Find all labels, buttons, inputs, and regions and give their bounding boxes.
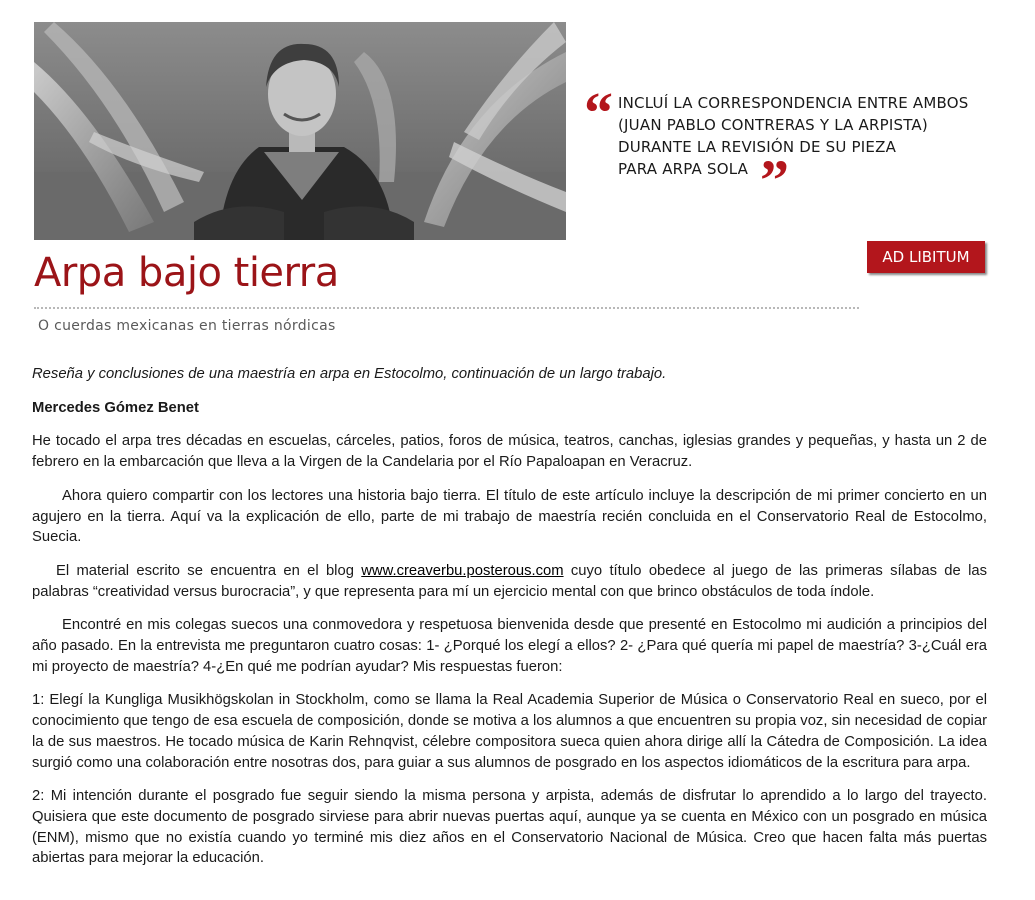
article-lead: Reseña y conclusiones de una maestría en arpa en Estocolmo, continuación de un largo trabajo. xyxy=(32,366,667,382)
blog-link[interactable]: www.creaverbu.posterous.com xyxy=(361,562,564,579)
article-author: Mercedes Gómez Benet xyxy=(32,399,199,416)
title-divider xyxy=(34,307,859,309)
pull-quote-line: (JUAN PABLO CONTRERAS Y LA ARPISTA) xyxy=(618,116,928,134)
article-subtitle: O cuerdas mexicanas en tierras nórdicas xyxy=(38,318,336,334)
article-paragraph: Encontré en mis colegas suecos una conmovedora y respetuosa bienvenida desde que presenté en Estocolmo mi audición a principios del año pasado. En la entrevista me preguntaron cuatro cosas: 1- ¿Porqué los elegí a ellos? 2- ¿Para qué quería mi papel de maestría? 3-¿Cuál era mi proyecto de maestría? 4-¿En qué me podrían ayudar? Mis respuestas fueron: xyxy=(32,617,987,675)
open-quote-icon: “ xyxy=(584,80,607,145)
article-paragraph: 2: Mi intención durante el posgrado fue seguir siendo la misma persona y arpista, además de disfrutar lo aprendido a lo largo del trayecto. Quisiera que este documento de posgrado sirviese para abrir nuevas puertas aquí, aunque ya se cuenta en México con un posgrado en música (ENM), mismo que no existía cuando yo terminé mis diez años en el Conservatorio Nacional de Música. Creo que hacen falta más puertas abiertas para mejorar la educación. xyxy=(32,788,987,867)
close-quote-icon: ” xyxy=(760,148,783,213)
article-title: Arpa bajo tierra xyxy=(34,250,339,296)
article-paragraph xyxy=(32,561,987,602)
hero-photo xyxy=(34,22,566,240)
paragraph-text: cuyo título obedece al juego de las primeras sílabas de las palabras “creatividad versus burocracia”, y que representa para mí un ejercicio mental con que brinco obstáculos de toda índole. xyxy=(32,562,987,600)
article-paragraph: Ahora quiero compartir con los lectores una historia bajo tierra. El título de este artículo incluye la descripción de mi primer concierto en un agujero en la tierra. Aquí va la explicación de ello, parte de mi trabajo de maestría recién concluida en el Conservatorio Real de Estocolmo, Suecia. xyxy=(32,487,987,546)
pull-quote-line: INCLUÍ LA CORRESPONDENCIA ENTRE AMBOS xyxy=(618,94,969,112)
article-paragraph: 1: Elegí la Kungliga Musikhögskolan in Stockholm, como se llama la Real Academia Superior de Música o Conservatorio Real en sueco, por el conocimiento que tengo de esa escuela de composición, donde se motiva a los alumnos a que encuentren su propia voz, sin necesidad de copiar la de sus maestros. He tocado música de Karin Rehnqvist, célebre compositora sueca quien ahora dirige allí la Cátedra de Composición. La idea surgió como una colaboración entre nosotras dos, para guiar a sus alumnos de posgrado en los aspectos idiomáticos de la escritura para arpa. xyxy=(32,692,988,771)
paragraph-text: El material escrito se encuentra en el blog xyxy=(56,562,362,579)
section-tag-ad-libitum[interactable]: AD LIBITUM xyxy=(867,241,985,273)
pull-quote-line: DURANTE LA REVISIÓN DE SU PIEZA xyxy=(618,138,897,156)
article-body xyxy=(32,364,987,882)
harpist-portrait-image xyxy=(34,22,566,240)
pull-quote-line: PARA ARPA SOLA xyxy=(618,160,749,178)
article-paragraph: He tocado el arpa tres décadas en escuelas, cárceles, patios, foros de música, teatros, canchas, iglesias grandes y pequeñas, y hasta un 2 de febrero en la embarcación que lleva a la Virgen de la Candelaria por el Río Papaloapan en Veracruz. xyxy=(32,433,987,471)
pull-quote-text xyxy=(618,92,969,180)
